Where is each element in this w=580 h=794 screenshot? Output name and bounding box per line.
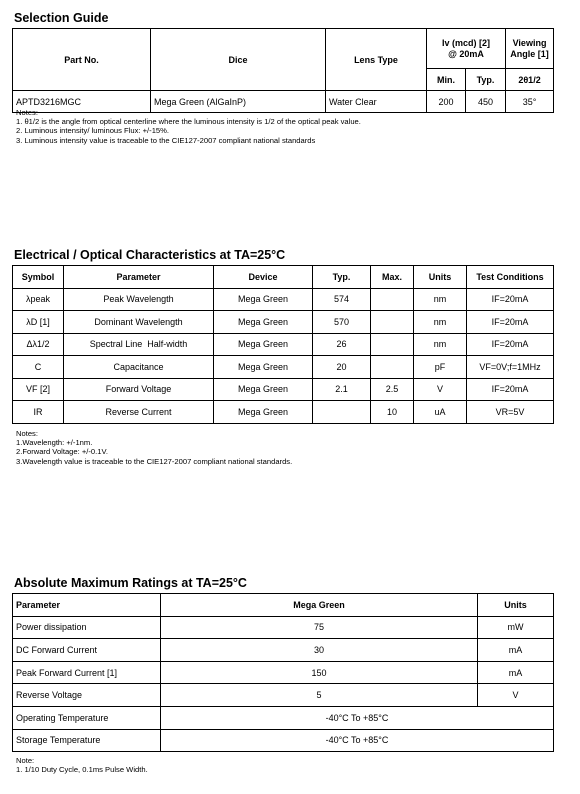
cell-parameter: Reverse Voltage	[13, 684, 161, 707]
cell-device: Mega Green	[214, 378, 313, 401]
cell-units: mW	[478, 616, 554, 639]
cell-max: 10	[371, 401, 414, 424]
table-row	[13, 311, 554, 334]
table-row	[13, 729, 554, 752]
table-row	[13, 639, 554, 662]
cell-test-condition: IF=20mA	[467, 333, 554, 356]
table-row	[13, 333, 554, 356]
cell-parameter: Spectral Line Half-width	[64, 333, 214, 356]
cell-max	[371, 333, 414, 356]
cell-typ: 450	[466, 91, 506, 113]
note-line: Note:	[16, 756, 35, 765]
note-line: 2.Forward Voltage: +/-0.1V.	[16, 447, 108, 457]
cell-units: mA	[478, 661, 554, 684]
table-row	[13, 378, 554, 401]
table-row	[13, 616, 554, 639]
cell-value: 150	[161, 661, 478, 684]
cell-test-condition: IF=20mA	[467, 311, 554, 334]
cell-symbol: λpeak	[13, 288, 64, 311]
cell-device: Mega Green	[214, 356, 313, 379]
cell-lens-type: Water Clear	[326, 91, 427, 113]
cell-value: 75	[161, 616, 478, 639]
table-row	[13, 356, 554, 379]
cell-parameter: DC Forward Current	[13, 639, 161, 662]
cell-parameter: Operating Temperature	[13, 706, 161, 729]
absolute-notes	[16, 756, 148, 774]
header-part-no: Part No.	[13, 29, 151, 91]
header-mega-green: Mega Green	[161, 594, 478, 617]
table-row	[13, 706, 554, 729]
selection-guide-title: Selection Guide	[14, 11, 109, 25]
table-row	[13, 288, 554, 311]
absolute-ratings-title: Absolute Maximum Ratings at TA=25°C	[14, 576, 247, 590]
table-header-row	[13, 594, 554, 617]
cell-max	[371, 311, 414, 334]
cell-units: V	[478, 684, 554, 707]
cell-parameter: Storage Temperature	[13, 729, 161, 752]
header-lens-type: Lens Type	[326, 29, 427, 91]
header-units: Units	[478, 594, 554, 617]
cell-value: 30	[161, 639, 478, 662]
note-line: Notes:	[16, 108, 38, 117]
cell-device: Mega Green	[214, 401, 313, 424]
header-angle-label: Angle [1]	[510, 48, 549, 59]
header-symbol: Symbol	[13, 266, 64, 289]
cell-value: 5	[161, 684, 478, 707]
cell-typ: 570	[313, 311, 371, 334]
note-line: 3. Luminous intensity value is traceable to the CIE127-2007 compliant national standards	[16, 135, 316, 145]
cell-units: nm	[414, 288, 467, 311]
cell-dice: Mega Green (AlGaInP)	[151, 91, 326, 113]
cell-device: Mega Green	[214, 333, 313, 356]
cell-symbol: λD [1]	[13, 311, 64, 334]
absolute-ratings-table	[12, 593, 554, 752]
cell-symbol: Δλ1/2	[13, 333, 64, 356]
cell-parameter: Peak Wavelength	[64, 288, 214, 311]
cell-units: uA	[414, 401, 467, 424]
cell-units: mA	[478, 639, 554, 662]
cell-angle: 35°	[506, 91, 554, 113]
cell-parameter: Reverse Current	[64, 401, 214, 424]
header-parameter: Parameter	[13, 594, 161, 617]
selection-guide-table	[12, 28, 554, 113]
cell-parameter: Capacitance	[64, 356, 214, 379]
header-device: Device	[214, 266, 313, 289]
cell-test-condition: VR=5V	[467, 401, 554, 424]
header-typ: Typ.	[466, 69, 506, 91]
electrical-optical-title: Electrical / Optical Characteristics at TA=25°C	[14, 248, 286, 262]
cell-typ: 20	[313, 356, 371, 379]
cell-parameter: Peak Forward Current [1]	[13, 661, 161, 684]
header-dice: Dice	[151, 29, 326, 91]
selection-notes	[16, 108, 361, 145]
cell-units: pF	[414, 356, 467, 379]
cell-parameter: Dominant Wavelength	[64, 311, 214, 334]
table-header-row	[13, 266, 554, 289]
cell-test-condition: VF=0V;f=1MHz	[467, 356, 554, 379]
table-row	[13, 661, 554, 684]
note-line: 1. θ1/2 is the angle from optical centerline where the luminous intensity is 1/2 of the optical peak value.	[16, 117, 361, 127]
header-min: Min.	[427, 69, 466, 91]
note-line: 1.Wavelength: +/-1nm.	[16, 438, 93, 448]
cell-typ: 2.1	[313, 378, 371, 401]
note-line: 2. Luminous intensity/ luminous Flux: +/-15%.	[16, 126, 170, 136]
header-units: Units	[414, 266, 467, 289]
electrical-optical-table	[12, 265, 554, 424]
cell-value: -40°C To +85°C	[161, 706, 554, 729]
header-viewing-label: Viewing	[512, 37, 547, 48]
cell-part-no: APTD3216MGC	[13, 91, 151, 113]
header-theta: 2θ1/2	[506, 69, 554, 91]
cell-typ	[313, 401, 371, 424]
table-row	[13, 401, 554, 424]
cell-max	[371, 356, 414, 379]
cell-parameter: Power dissipation	[13, 616, 161, 639]
electrical-notes	[16, 429, 292, 466]
cell-min: 200	[427, 91, 466, 113]
cell-max: 2.5	[371, 378, 414, 401]
header-iv	[427, 29, 506, 69]
note-line: 1. 1/10 Duty Cycle, 0.1ms Pulse Width.	[16, 765, 148, 775]
cell-test-condition: IF=20mA	[467, 288, 554, 311]
cell-max	[371, 288, 414, 311]
cell-units: nm	[414, 333, 467, 356]
cell-typ: 574	[313, 288, 371, 311]
header-test-conditions: Test Conditions	[467, 266, 554, 289]
header-viewing-angle	[506, 29, 554, 69]
table-header-row	[13, 29, 554, 69]
note-line: Notes:	[16, 429, 38, 438]
cell-symbol: C	[13, 356, 64, 379]
cell-parameter: Forward Voltage	[64, 378, 214, 401]
cell-device: Mega Green	[214, 311, 313, 334]
note-line: 3.Wavelength value is traceable to the CIE127-2007 compliant national standards.	[16, 456, 293, 466]
cell-device: Mega Green	[214, 288, 313, 311]
cell-symbol: IR	[13, 401, 64, 424]
header-parameter: Parameter	[64, 266, 214, 289]
header-iv-condition: @ 20mA	[448, 48, 484, 59]
cell-typ: 26	[313, 333, 371, 356]
header-iv-label: Iv (mcd) [2]	[442, 37, 491, 48]
table-row	[13, 684, 554, 707]
header-max: Max.	[371, 266, 414, 289]
cell-value: -40°C To +85°C	[161, 729, 554, 752]
header-typ: Typ.	[313, 266, 371, 289]
cell-units: nm	[414, 311, 467, 334]
cell-symbol: VF [2]	[13, 378, 64, 401]
cell-test-condition: IF=20mA	[467, 378, 554, 401]
cell-units: V	[414, 378, 467, 401]
